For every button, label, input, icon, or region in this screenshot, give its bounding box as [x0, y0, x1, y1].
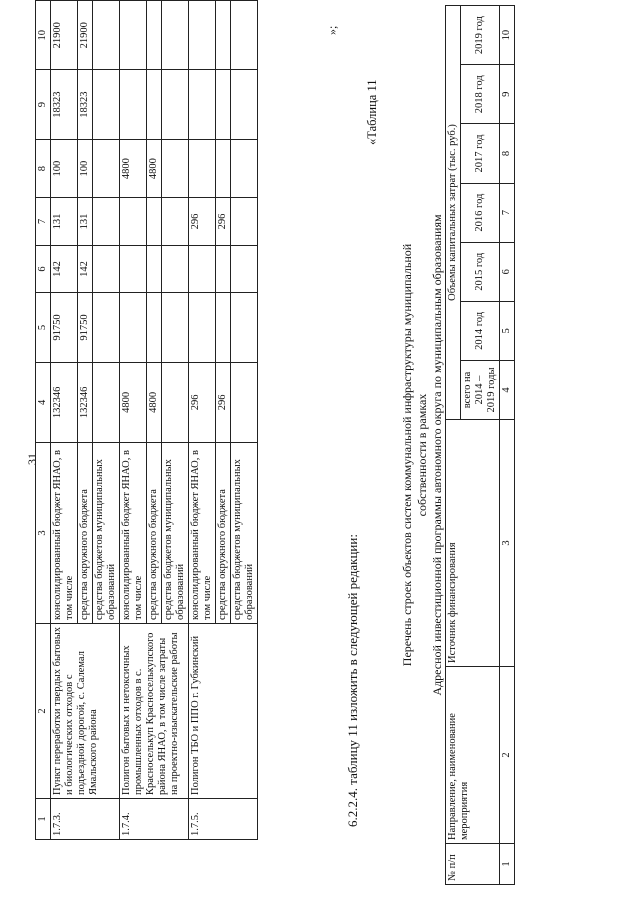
- funding-source: средства бюджетов муниципальных образований: [231, 443, 258, 624]
- value-cell: [189, 70, 216, 139]
- heading-line-2: Адресной инвестиционной программы автономного округа по муниципальным образованиям: [430, 214, 444, 696]
- value-cell: [189, 293, 216, 362]
- value-cell: [162, 198, 189, 245]
- header-cell: 3: [36, 443, 51, 624]
- value-cell: 142: [51, 245, 78, 292]
- year-header: 2019 год: [461, 6, 500, 65]
- column-number: 4: [500, 361, 515, 420]
- value-cell: 18323: [51, 70, 78, 139]
- value-cell: 132346: [78, 362, 93, 442]
- column-number: 2: [500, 667, 515, 844]
- table-heading: [400, 205, 445, 705]
- table-caption: «Таблица 11: [365, 79, 379, 145]
- value-cell: 4800: [147, 139, 162, 197]
- funding-source: средства окружного бюджета: [216, 443, 231, 624]
- year-header: 2017 год: [461, 124, 500, 183]
- column-number: 5: [500, 301, 515, 360]
- value-cell: [216, 1, 231, 70]
- value-cell: [189, 245, 216, 292]
- header-cell: 4: [36, 362, 51, 442]
- value-cell: [189, 1, 216, 70]
- header-cell: 10: [36, 1, 51, 70]
- value-cell: [189, 139, 216, 197]
- value-cell: [147, 198, 162, 245]
- funding-source: консолидированный бюджет ЯНАО, в том числе: [51, 443, 78, 624]
- value-cell: [147, 70, 162, 139]
- item-number: 1.7.3.: [51, 799, 120, 840]
- value-cell: [120, 293, 147, 362]
- heading-line-1: Перечень строек объектов систем коммунальной инфраструктуры муниципальной собственности в рамках: [400, 243, 429, 667]
- value-cell: [93, 1, 120, 70]
- table-11: [445, 5, 515, 885]
- funding-source: средства окружного бюджета: [147, 443, 162, 624]
- column-number: 8: [500, 124, 515, 183]
- funding-source: консолидированный бюджет ЯНАО, в том числе: [120, 443, 147, 624]
- funding-source: средства окружного бюджета: [78, 443, 93, 624]
- value-cell: [147, 293, 162, 362]
- amendment-paragraph: 6.2.2.4. таблицу 11 изложить в следующей редакции:: [345, 534, 360, 827]
- item-name: Полигон бытовых и нетоксичных промышленных отходов в с. Красноселькуп Красноселькупского района ЯНАО, в том числе затраты на проектно-изыскательские работы: [120, 624, 189, 799]
- value-cell: [231, 245, 258, 292]
- value-cell: [93, 139, 120, 197]
- value-cell: [216, 139, 231, 197]
- header-cell: 7: [36, 198, 51, 245]
- value-cell: [162, 139, 189, 197]
- item-number: 1.7.5.: [189, 799, 258, 840]
- table-end-mark: »;: [325, 25, 339, 35]
- column-number-row: [500, 6, 515, 885]
- column-number: 3: [500, 420, 515, 667]
- value-cell: [231, 1, 258, 70]
- value-cell: [216, 293, 231, 362]
- value-cell: 21900: [78, 1, 93, 70]
- value-cell: [162, 1, 189, 70]
- value-cell: [216, 70, 231, 139]
- item-name: Пункт переработки твердых бытовых и биологических отходов с подъездной дорогой, с. Салемал Ямальского района: [51, 624, 120, 799]
- value-cell: 91750: [78, 293, 93, 362]
- funding-source: средства бюджетов муниципальных образований: [93, 443, 120, 624]
- year-header: 2015 год: [461, 242, 500, 301]
- page-number: 31: [25, 453, 39, 465]
- year-header: 2014 год: [461, 301, 500, 360]
- value-cell: [231, 139, 258, 197]
- value-cell: 296: [216, 198, 231, 245]
- column-number: 10: [500, 6, 515, 65]
- header-cell: 8: [36, 139, 51, 197]
- value-cell: [231, 198, 258, 245]
- header-cell: 2: [36, 624, 51, 799]
- header-row-1: [446, 6, 461, 885]
- col-name-header: Направление, наименование мероприятия: [446, 667, 500, 844]
- table-continuation: [35, 0, 258, 840]
- column-number: 9: [500, 65, 515, 124]
- col-source-header: Источник финансирования: [446, 420, 500, 667]
- header-cell: 1: [36, 799, 51, 840]
- header-cell: 9: [36, 70, 51, 139]
- value-cell: [231, 362, 258, 442]
- table-row: [51, 1, 78, 840]
- col-num-header: № п/п: [446, 844, 500, 885]
- value-cell: [120, 1, 147, 70]
- year-header: 2016 год: [461, 183, 500, 242]
- value-cell: 296: [189, 362, 216, 442]
- funding-source: средства бюджетов муниципальных образований: [162, 443, 189, 624]
- value-cell: 91750: [51, 293, 78, 362]
- value-cell: [162, 362, 189, 442]
- column-number: 7: [500, 183, 515, 242]
- table-row: [120, 1, 147, 840]
- col-volumes-header: Объемы капитальных затрат (тыс. руб.): [446, 6, 461, 420]
- value-cell: 21900: [51, 1, 78, 70]
- value-cell: 4800: [147, 362, 162, 442]
- value-cell: [93, 293, 120, 362]
- value-cell: [120, 70, 147, 139]
- value-cell: 132346: [51, 362, 78, 442]
- value-cell: [231, 293, 258, 362]
- item-name: Полигон ТБО и ППО г. Губкинский: [189, 624, 258, 799]
- value-cell: 131: [78, 198, 93, 245]
- value-cell: [93, 198, 120, 245]
- value-cell: [147, 245, 162, 292]
- value-cell: [162, 245, 189, 292]
- header-row: [36, 1, 51, 840]
- table-row: [189, 1, 216, 840]
- value-cell: [162, 70, 189, 139]
- funding-source: консолидированный бюджет ЯНАО, в том числе: [189, 443, 216, 624]
- col-total-header: всего на 2014 – 2019 годы: [461, 361, 500, 420]
- column-number: 6: [500, 242, 515, 301]
- value-cell: [162, 293, 189, 362]
- header-cell: 6: [36, 245, 51, 292]
- value-cell: [231, 70, 258, 139]
- value-cell: [93, 245, 120, 292]
- value-cell: 4800: [120, 362, 147, 442]
- header-cell: 5: [36, 293, 51, 362]
- value-cell: 4800: [120, 139, 147, 197]
- value-cell: 131: [51, 198, 78, 245]
- value-cell: [120, 245, 147, 292]
- value-cell: 142: [78, 245, 93, 292]
- value-cell: [216, 245, 231, 292]
- value-cell: 296: [189, 198, 216, 245]
- value-cell: [147, 1, 162, 70]
- value-cell: 100: [78, 139, 93, 197]
- column-number: 1: [500, 844, 515, 885]
- value-cell: [93, 70, 120, 139]
- year-header: 2018 год: [461, 65, 500, 124]
- value-cell: 296: [216, 362, 231, 442]
- value-cell: [120, 198, 147, 245]
- value-cell: 100: [51, 139, 78, 197]
- item-number: 1.7.4.: [120, 799, 189, 840]
- value-cell: 18323: [78, 70, 93, 139]
- value-cell: [93, 362, 120, 442]
